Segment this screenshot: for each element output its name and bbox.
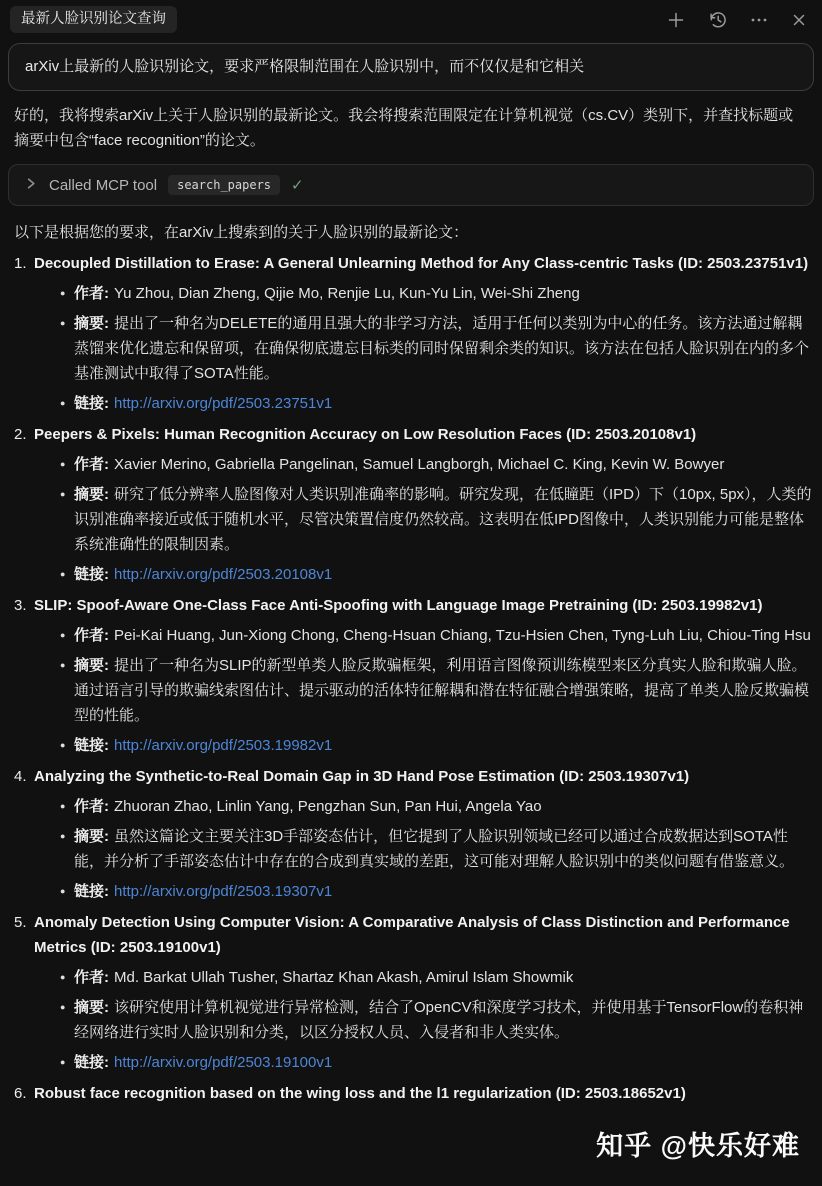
bullet-icon: ● [60, 831, 66, 841]
paper-item [14, 251, 814, 416]
paper-link[interactable]: http://arxiv.org/pdf/2503.19307v1 [114, 883, 333, 900]
bullet-icon: ● [60, 660, 66, 670]
paper-link[interactable]: http://arxiv.org/pdf/2503.19100v1 [114, 1054, 333, 1071]
authors-value: Zhuoran Zhao, Linlin Yang, Pengzhan Sun, Pan Hui, Angela Yao [114, 798, 542, 815]
paper-title: Decoupled Distillation to Erase: A General Unlearning Method for Any Class-centric Tasks (ID: 2503.23751v1) [34, 255, 809, 272]
authors-label: 作者: [74, 798, 109, 815]
watermark: 知乎 @快乐好难 [596, 1131, 800, 1161]
link-label: 链接: [74, 395, 109, 412]
close-icon [790, 11, 808, 29]
bullet-icon: ● [60, 801, 66, 811]
abstract-label: 摘要: [74, 315, 109, 332]
paper-authors-row [34, 452, 814, 477]
ellipsis-icon [749, 10, 769, 30]
bullet-icon: ● [60, 459, 66, 469]
paper-authors-row [34, 794, 814, 819]
paper-item [14, 910, 814, 1075]
paper-authors-row [34, 623, 814, 648]
authors-value: Yu Zhou, Dian Zheng, Qijie Mo, Renjie Lu, Kun-Yu Lin, Wei-Shi Zheng [114, 285, 580, 302]
paper-details [34, 965, 814, 1075]
history-button[interactable] [707, 9, 728, 30]
paper-details [34, 452, 814, 587]
paper-abstract-row [34, 311, 814, 386]
tool-call-label: Called MCP tool [49, 176, 158, 194]
paper-item [14, 422, 814, 587]
bullet-icon: ● [60, 1057, 66, 1067]
window-header [0, 0, 822, 33]
paper-number: 3. [14, 597, 27, 614]
paper-title: Anomaly Detection Using Computer Vision: A Comparative Analysis of Class Distinction and Performance Metrics (ID: 2503.19100v1) [34, 914, 790, 956]
abstract-label: 摘要: [74, 828, 109, 845]
link-label: 链接: [74, 883, 109, 900]
paper-title: Peepers & Pixels: Human Recognition Accuracy on Low Resolution Faces (ID: 2503.20108v1) [34, 426, 697, 443]
authors-label: 作者: [74, 627, 109, 644]
paper-item [14, 1081, 814, 1106]
link-label: 链接: [74, 737, 109, 754]
authors-value: Pei-Kai Huang, Jun-Xiong Chong, Cheng-Hsuan Chiang, Tzu-Hsien Chen, Tyng-Luh Liu, Chiou-Ting Hsu [114, 627, 811, 644]
close-button[interactable] [790, 11, 808, 29]
paper-details [34, 794, 814, 904]
bullet-icon: ● [60, 489, 66, 499]
paper-number: 6. [14, 1085, 27, 1102]
tool-name-badge: search_papers [168, 175, 280, 195]
conversation-title-chip[interactable]: 最新人脸识别论文查询 [10, 6, 177, 33]
paper-link[interactable]: http://arxiv.org/pdf/2503.19982v1 [114, 737, 333, 754]
abstract-value: 该研究使用计算机视觉进行异常检测，结合了OpenCV和深度学习技术，并使用基于TensorFlow的卷积神经网络进行实时人脸识别和分类，以区分授权人员、入侵者和非人类实体。 [74, 999, 804, 1041]
abstract-label: 摘要: [74, 657, 109, 674]
paper-number: 1. [14, 255, 27, 272]
bullet-icon: ● [60, 398, 66, 408]
authors-value: Md. Barkat Ullah Tusher, Shartaz Khan Akash, Amirul Islam Showmik [114, 969, 574, 986]
results-intro-text: 以下是根据您的要求，在arXiv上搜索到的关于人脸识别的最新论文： [14, 224, 469, 241]
bullet-icon: ● [60, 569, 66, 579]
paper-number: 4. [14, 768, 27, 785]
paper-link-row [34, 562, 814, 587]
paper-abstract-row [34, 995, 814, 1045]
paper-item [14, 764, 814, 904]
paper-item [14, 593, 814, 758]
paper-abstract-row [34, 482, 814, 557]
chat-content [0, 43, 822, 1106]
paper-list [8, 251, 814, 1106]
paper-title: Analyzing the Synthetic-to-Real Domain Gap in 3D Hand Pose Estimation (ID: 2503.19307v1) [34, 768, 690, 785]
authors-label: 作者: [74, 969, 109, 986]
mcp-tool-call-block[interactable] [8, 164, 814, 206]
bullet-icon: ● [60, 630, 66, 640]
paper-details [34, 281, 814, 416]
abstract-value: 提出了一种名为DELETE的通用且强大的非学习方法，适用于任何以类别为中心的任务。该方法通过解耦蒸馏来优化遗忘和保留项，在确保彻底遗忘目标类的同时保留剩余类的知识。该方法在包括人脸识别在内的多个基准测试中取得了SOTA性能。 [74, 315, 810, 382]
authors-label: 作者: [74, 456, 109, 473]
paper-link[interactable]: http://arxiv.org/pdf/2503.23751v1 [114, 395, 333, 412]
history-icon [707, 9, 728, 30]
paper-number: 5. [14, 914, 27, 931]
bullet-icon: ● [60, 886, 66, 896]
abstract-value: 研究了低分辨率人脸图像对人类识别准确率的影响。研究发现，在低瞳距（IPD）下（10px, 5px），人类的识别准确率接近或低于随机水平，尽管决策置信度仍然较高。这表明在低IPD图像中，人类识别能力可能是整体系统准确性的限制因素。 [74, 486, 812, 553]
paper-authors-row [34, 965, 814, 990]
paper-title: Robust face recognition based on the wing loss and the l1 regularization (ID: 2503.18652v1) [34, 1085, 686, 1102]
user-message: arXiv上最新的人脸识别论文，要求严格限制范围在人脸识别中，而不仅仅是和它相关 [8, 43, 814, 91]
paper-link-row [34, 391, 814, 416]
new-chat-button[interactable] [666, 10, 686, 30]
bullet-icon: ● [60, 740, 66, 750]
link-label: 链接: [74, 1054, 109, 1071]
authors-label: 作者: [74, 285, 109, 302]
assistant-intro-text: 好的，我将搜索arXiv上关于人脸识别的最新论文。我会将搜索范围限定在计算机视觉（cs.CV）类别下，并查找标题或摘要中包含“face recognition”的论文。 [14, 107, 794, 149]
window-controls [666, 9, 808, 30]
success-check-icon: ✓ [291, 177, 304, 194]
more-options-button[interactable] [749, 10, 769, 30]
paper-link[interactable]: http://arxiv.org/pdf/2503.20108v1 [114, 566, 333, 583]
bullet-icon: ● [60, 1002, 66, 1012]
abstract-label: 摘要: [74, 486, 109, 503]
paper-link-row [34, 733, 814, 758]
paper-abstract-row [34, 653, 814, 728]
paper-number: 2. [14, 426, 27, 443]
bullet-icon: ● [60, 288, 66, 298]
abstract-label: 摘要: [74, 999, 109, 1016]
paper-details [34, 623, 814, 758]
paper-link-row [34, 879, 814, 904]
plus-icon [666, 10, 686, 30]
link-label: 链接: [74, 566, 109, 583]
abstract-value: 提出了一种名为SLIP的新型单类人脸反欺骗框架，利用语言图像预训练模型来区分真实人脸和欺骗人脸。通过语言引导的欺骗线索图估计、提示驱动的活体特征解耦和潜在特征融合增强策略，提高了单类人脸反欺骗模型的性能。 [74, 657, 810, 724]
bullet-icon: ● [60, 318, 66, 328]
paper-abstract-row [34, 824, 814, 874]
paper-authors-row [34, 281, 814, 306]
chevron-right-icon [23, 176, 38, 195]
paper-title: SLIP: Spoof-Aware One-Class Face Anti-Spoofing with Language Image Pretraining (ID: 2503.19982v1) [34, 597, 763, 614]
bullet-icon: ● [60, 972, 66, 982]
abstract-value: 虽然这篇论文主要关注3D手部姿态估计，但它提到了人脸识别领域已经可以通过合成数据达到SOTA性能，并分析了手部姿态估计中存在的合成到真实域的差距，这可能对理解人脸识别中的类似问题有借鉴意义。 [74, 828, 795, 870]
paper-link-row [34, 1050, 814, 1075]
authors-value: Xavier Merino, Gabriella Pangelinan, Samuel Langborgh, Michael C. King, Kevin W. Bowyer [114, 456, 725, 473]
